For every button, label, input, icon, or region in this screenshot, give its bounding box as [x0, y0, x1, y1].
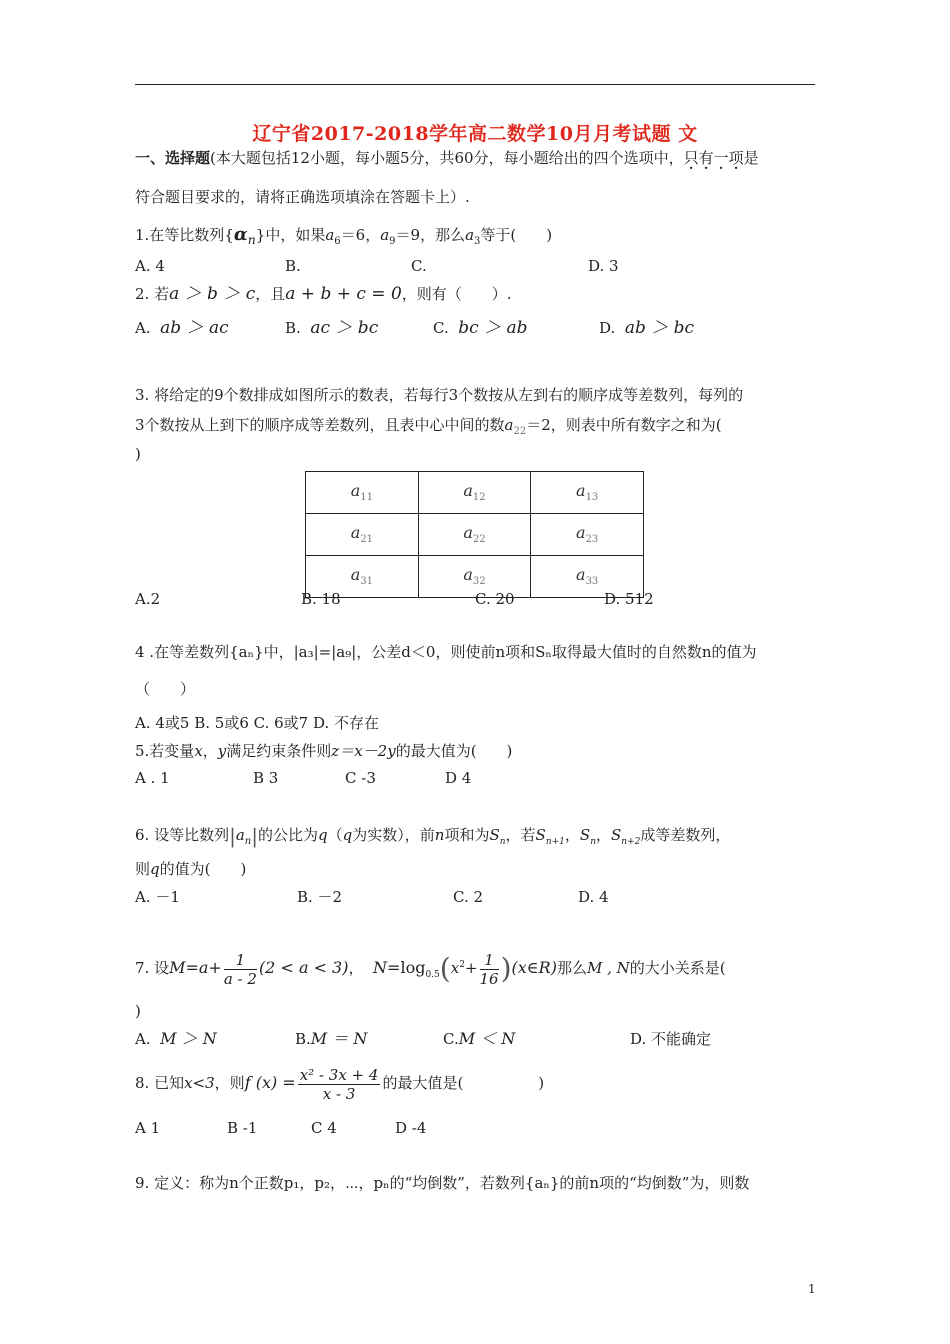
q7-option-c-label: C. [443, 1030, 459, 1048]
q2-option-d-label: D. [599, 319, 616, 337]
q7-option-c-expr: M ＜ N [458, 1029, 516, 1048]
q1-option-c: C. [411, 257, 427, 275]
q7-line-1 [135, 943, 825, 987]
q2-option-a [135, 318, 229, 338]
q2-option-d-expr: ab ＞ bc [624, 318, 695, 338]
q1-a6: a [325, 226, 335, 244]
q8-fx: f (x) = [244, 1073, 296, 1092]
q1-a9-sub: 9 [389, 236, 396, 247]
grid-var: a [576, 481, 586, 501]
grid-cell [418, 514, 531, 556]
q2-option-b-expr: ac ＞ bc [310, 318, 379, 338]
q7-comma: ， [348, 959, 364, 977]
q7-N: N [373, 958, 388, 977]
q6-option-b: B. －2 [297, 888, 343, 906]
q1-seq-sub: n [247, 232, 256, 247]
q6-option-a: A. －1 [135, 888, 180, 906]
q7-paren-left: ( [439, 952, 451, 985]
q8-stem-b: ，则 [214, 1074, 245, 1092]
q5-x: x [194, 742, 203, 760]
q3-line-2 [135, 415, 825, 442]
q5-option-a: A . 1 [135, 769, 170, 787]
q7-f-den: a - 2 [223, 969, 257, 988]
q7-x2: x [450, 959, 460, 977]
q1-a9: a [380, 226, 390, 244]
q5-stem: 5.若变量 [135, 742, 195, 760]
q6-an-sub: n [244, 836, 252, 847]
q8-option-b: B -1 [227, 1119, 258, 1137]
q1-a3-sub: 3 [474, 236, 481, 247]
q5-sep: ， [202, 742, 218, 760]
q6-stem-a: 6. 设等比数列 [135, 826, 230, 844]
q7-MN: M , N [586, 959, 630, 977]
q3-number-grid [305, 471, 644, 598]
q6-option-c: C. 2 [453, 888, 484, 906]
q6-q: q [318, 826, 328, 844]
q7-option-a [135, 1029, 217, 1049]
q7-option-a-expr: M ＞ N [160, 1029, 217, 1048]
q8-option-c: C 4 [311, 1119, 337, 1137]
q1-option-b: B. [285, 257, 301, 275]
page-number: 1 [808, 1282, 816, 1296]
q8-line-1 [135, 1061, 825, 1105]
section-heading: 一、选择题 [135, 149, 211, 167]
q6-S3: S [611, 826, 622, 844]
q7-fraction-2 [480, 951, 499, 988]
q8-num: x² - 3x + 4 [299, 1065, 379, 1084]
q6-S3-sub: n+2 [621, 837, 641, 847]
q1-a3: a [465, 226, 475, 244]
q8-den: x - 3 [322, 1084, 356, 1103]
emph-char-3: 一 [713, 149, 729, 167]
q7-domain: (x∈R) [511, 958, 557, 977]
question-1 [135, 225, 825, 252]
q7-eq-n: =log [387, 958, 426, 977]
question-2 [135, 284, 825, 304]
grid-sub: 12 [472, 492, 486, 504]
q2-cond2: a + b + c = 0 [285, 284, 402, 304]
q2-option-c-label: C. [433, 319, 449, 337]
grid-sub: 33 [585, 576, 599, 588]
grid-sub: 22 [472, 534, 486, 546]
grid-sub: 23 [585, 534, 599, 546]
q6-stem-e: 项和为 [444, 826, 490, 844]
q3-option-b: B. 18 [301, 590, 341, 608]
q6-stem-g: 成等差数列， [640, 826, 731, 844]
section-intro [135, 148, 825, 168]
q1-a6-sub: 6 [334, 236, 341, 247]
emph-char-2: 有 [698, 149, 714, 167]
q1-stem-b: }中，如果 [255, 226, 326, 244]
q7-stem-c: 的大小关系是( [629, 959, 726, 977]
q7-plus: + [464, 959, 478, 977]
q2-stem-b: ，则有（ ）. [401, 285, 512, 303]
q4-options: A. 4或5 B. 5或6 C. 6或7 D. 不存在 [135, 714, 379, 732]
grid-var: a [350, 481, 361, 501]
q7-option-d: D. 不能确定 [630, 1030, 712, 1048]
grid-sub: 21 [360, 534, 373, 546]
grid-var: a [463, 565, 473, 585]
q1-stem-a: 1.在等比数列{ [135, 226, 234, 244]
q7-range: (2 < a < 3) [258, 958, 349, 977]
q7-option-b-label: B. [295, 1030, 311, 1048]
q8-option-d: D -4 [395, 1119, 427, 1137]
grid-cell [306, 514, 419, 556]
q7-line-2: ) [135, 1002, 141, 1020]
q2-mid: ，且 [255, 285, 286, 303]
q6-option-d: D. 4 [578, 888, 609, 906]
grid-var: a [463, 523, 473, 543]
q8-stem-a: 8. 已知 [135, 1074, 185, 1092]
q5-y: y [217, 742, 227, 760]
q6-line2-q: q [150, 860, 160, 878]
q3-line2-b: ＝2，则表中所有数字之和为( [526, 416, 722, 434]
q6-line2-b: 的值为( ) [159, 860, 247, 878]
q6-S1: S [535, 826, 546, 844]
grid-var: a [350, 565, 361, 585]
q2-stem-a: 2. 若 [135, 285, 170, 303]
q6-S: S [489, 826, 500, 844]
q1-eq9: ＝9，那么 [395, 226, 466, 244]
q7-option-a-label: A. [135, 1030, 151, 1048]
grid-cell [531, 514, 644, 556]
q6-line-2 [135, 859, 825, 879]
q3-line-1: 3. 将给定的9个数排成如图所示的数表，若每行3个数按从左到右的顺序成等差数列，每列的 [135, 386, 744, 404]
q3-line2-a: 3个数按从上到下的顺序成等差数列，且表中心中间的数 [135, 416, 505, 434]
q5-mid: 满足约束条件则 [226, 742, 332, 760]
header-rule [135, 84, 815, 85]
q2-option-b-label: B. [285, 319, 301, 337]
grid-var: a [350, 523, 361, 543]
q2-cond1: a ＞ b ＞ c [169, 284, 256, 304]
q6-n: n [434, 826, 445, 844]
q6-c1: ， [564, 826, 580, 844]
q7-stem-b: 那么 [556, 959, 587, 977]
q6-S-sub: n [499, 837, 506, 847]
q5-z: z＝x－2y [331, 742, 396, 760]
q8-cond: x<3 [184, 1074, 215, 1092]
grid-var: a [463, 481, 473, 501]
q5-tail: 的最大值为( ) [395, 742, 513, 760]
q6-stem-d: 为实数），前 [352, 826, 435, 844]
q9-line-1: 9. 定义：称为n个正数p₁，p₂，⋯，pₙ的“均倒数”，若数列{aₙ}的前n项的“均倒数”为，则数 [135, 1174, 750, 1192]
q1-option-a: A. 4 [135, 257, 165, 275]
q2-option-c [433, 318, 528, 338]
q7-option-b [295, 1029, 367, 1049]
grid-cell [531, 472, 644, 514]
q7-M: M [169, 958, 186, 977]
q4-line-2: （ ） [135, 680, 196, 698]
section-text-a: (本大题包括12小题，每小题5分，共60分，每小题给出的四个选项中， [210, 149, 684, 167]
q8-stem-c: 的最大值是( ) [382, 1074, 545, 1092]
grid-row [306, 472, 644, 514]
q3-option-a: A.2 [135, 590, 161, 608]
q2-option-a-expr: ab ＞ ac [160, 318, 229, 338]
q6-line-1 [135, 825, 825, 852]
q7-x2-sup: 2 [459, 960, 465, 970]
q6-stem-f: ，若 [505, 826, 536, 844]
q4-line-1: 4 .在等差数列{aₙ}中，|a₃|=|a₉|，公差d＜0，则使前n项和Sₙ取得最大值时的自然数n的值为 [135, 643, 757, 661]
emph-char-4: 项 [728, 149, 744, 167]
q7-f-num: 1 [224, 951, 257, 970]
grid-sub: 11 [360, 492, 373, 504]
q3-option-c: C. 20 [475, 590, 515, 608]
q1-option-d: D. 3 [588, 257, 619, 275]
q6-stem-b: 的公比为 [258, 826, 319, 844]
q1-seq: α [233, 224, 248, 245]
q7-eq-a: =a+ [185, 958, 222, 977]
grid-sub: 31 [360, 576, 373, 588]
q7-fraction-1 [224, 951, 257, 988]
q5-option-c: C -3 [345, 769, 376, 787]
q7-paren-right: ) [500, 952, 512, 985]
grid-cell [418, 472, 531, 514]
grid-sub: 32 [472, 576, 486, 588]
q2-option-d [599, 318, 694, 338]
q7-stem-a: 7. 设 [135, 959, 170, 977]
q6-q2: q [342, 826, 353, 844]
q6-stem-c: （ [327, 826, 343, 844]
q1-stem-c: 等于( ) [480, 226, 553, 244]
q2-option-b [285, 318, 378, 338]
q1-eq6: ＝6， [340, 226, 381, 244]
q6-S2: S [579, 826, 591, 844]
q6-S2-sub: n [590, 837, 596, 847]
q7-log-sub: 0.5 [425, 970, 440, 980]
section-text-b: 符合题目要求的，请将正确选项填涂在答题卡上）. [135, 188, 470, 206]
q6-bar-left: | [229, 824, 236, 848]
q5-option-b: B 3 [253, 769, 279, 787]
q7-option-b-expr: M ＝ N [310, 1029, 368, 1048]
grid-row [306, 514, 644, 556]
section-tail: 是 [743, 149, 759, 167]
q6-bar-right: | [251, 824, 258, 848]
q7-f2-den: 16 [479, 969, 499, 988]
emph-char-1: 只 [683, 149, 699, 167]
q3-line2-var: a [504, 416, 514, 434]
page-title: 辽宁省2017-2018学年高二数学10月月考试题 文 [252, 123, 698, 145]
q3-line2-sub: 22 [513, 426, 527, 437]
grid-var: a [576, 523, 586, 543]
grid-sub: 13 [585, 492, 599, 504]
q8-option-a: A 1 [135, 1119, 161, 1137]
q6-S1-sub: n+1 [545, 837, 565, 847]
grid-var: a [576, 565, 586, 585]
q7-option-c [443, 1029, 515, 1049]
grid-cell [306, 472, 419, 514]
q6-an: a [235, 826, 245, 844]
question-5 [135, 741, 825, 761]
q8-fraction [298, 1066, 381, 1103]
q3-option-d: D. 512 [604, 590, 654, 608]
q3-line-3: ) [135, 445, 141, 463]
q7-f2-num: 1 [480, 951, 499, 970]
q2-option-c-expr: bc ＞ ab [458, 318, 528, 338]
q2-option-a-label: A. [135, 319, 151, 337]
q6-c2: ， [596, 826, 612, 844]
q5-option-d: D 4 [445, 769, 472, 787]
q6-line2-a: 则 [135, 860, 151, 878]
